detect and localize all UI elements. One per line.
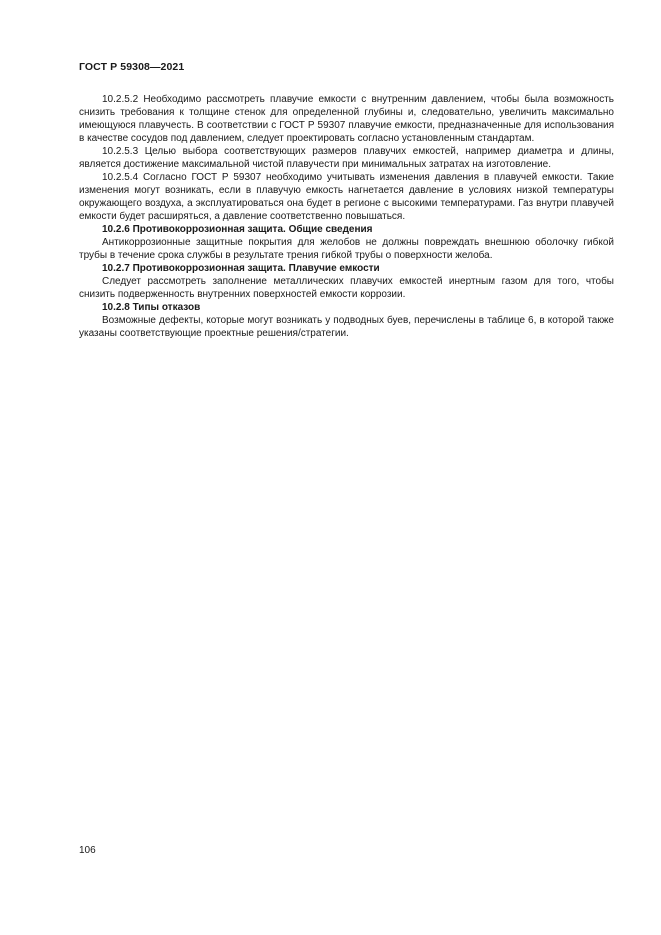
paragraph-10-2-6: Антикоррозионные защитные покрытия для желобов не должны повреждать внешнюю оболочку гибкой трубы в течение срока службы в результате трения гибкой трубы о поверхности желоба.	[79, 237, 614, 261]
section-heading-10-2-7: 10.2.7 Противокоррозионная защита. Плавучие емкости	[102, 263, 380, 274]
paragraph-10-2-5-2: 10.2.5.2 Необходимо рассмотреть плавучие емкости с внутренним давлением, чтобы была возможность снизить требования к толщине стенок для определенной глубины и, следовательно, увеличить максимально имеющуюся плавучесть. В соответствии с ГОСТ Р 59307 плавучие емкости, предназначенные для использования в качестве сосудов под давлением, следует проектировать согласно установленным стандартам.	[79, 94, 614, 144]
paragraph-10-2-8: Возможные дефекты, которые могут возникать у подводных буев, перечислены в таблице 6, в которой также указаны соответствующие проектные решения/стратегии.	[79, 315, 614, 339]
paragraph-10-2-5-4: 10.2.5.4 Согласно ГОСТ Р 59307 необходимо учитывать изменения давления в плавучей емкости. Такие изменения могут возникать, если в плавучую емкость нагнетается давление в условиях низкой температуры окружающего воздуха, а эксплуатироваться она будет в регионе с высокими температурами. Газ внутри плавучей емкости будет расширяться, а давление соответственно повышаться.	[79, 172, 614, 222]
document-code-header: ГОСТ Р 59308—2021	[79, 61, 185, 73]
page-number: 106	[79, 845, 96, 856]
section-heading-10-2-6: 10.2.6 Противокоррозионная защита. Общие сведения	[102, 224, 373, 235]
paragraph-10-2-7: Следует рассмотреть заполнение металлических плавучих емкостей инертным газом для того, чтобы снизить подверженность внутренних поверхностей емкости коррозии.	[79, 276, 614, 300]
paragraph-10-2-5-3: 10.2.5.3 Целью выбора соответствующих размеров плавучих емкостей, например диаметра и длины, является достижение максимальной чистой плавучести при минимальных затратах на изготовление.	[79, 146, 614, 170]
document-body	[79, 93, 614, 340]
section-heading-10-2-8: 10.2.8 Типы отказов	[102, 302, 201, 313]
